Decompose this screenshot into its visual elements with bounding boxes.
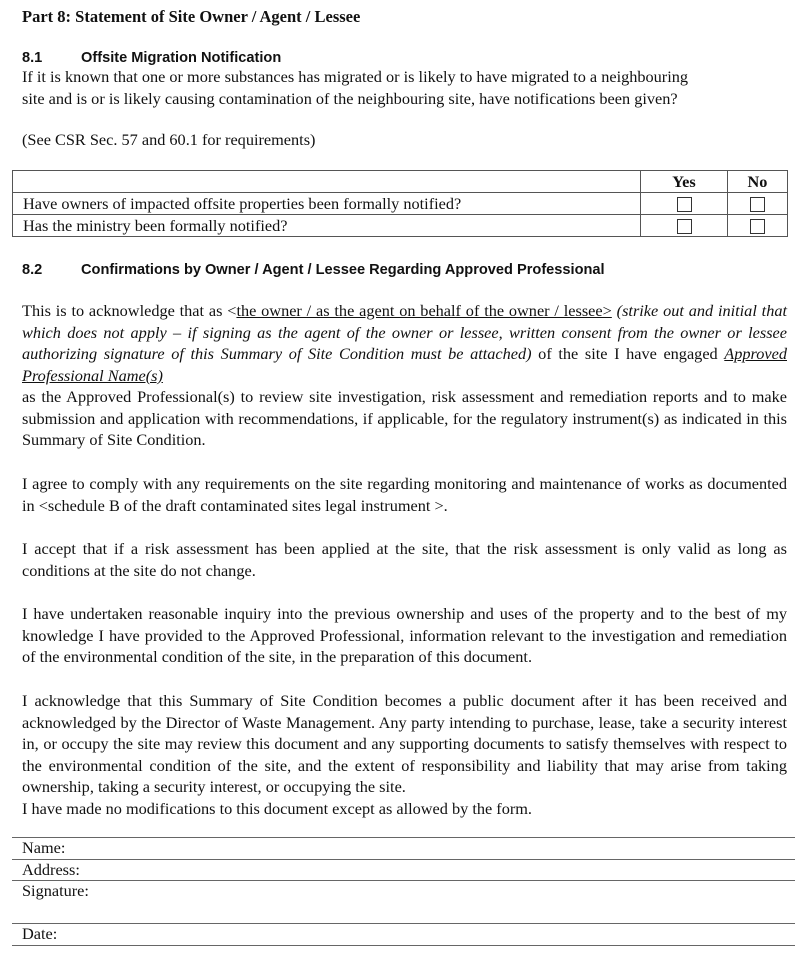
public-document-paragraph: I acknowledge that this Summary of Site Condition becomes a public document after it has been received and acknowledged by the Director of Waste Management. Any party intending to purchase, lease, take a security interest in, or occupy the site may review this document and any supporting documents to satisfy themselves with respect to the environmental condition of the site, and the extent of responsibility and liability that may arise from taking ownership, taking a security interest, or occupying the site. bbox=[22, 691, 787, 797]
signature-label: Signature: bbox=[22, 881, 89, 900]
name-label: Name: bbox=[22, 838, 66, 857]
part-title: Part 8: Statement of Site Owner / Agent / Lessee bbox=[22, 7, 361, 26]
inquiry-paragraph: I have undertaken reasonable inquiry into the previous ownership and uses of the property and to the best of my knowledge I have provided to the Approved Professional, information relevant to the investigation and remediation of the environmental condition of the site, in the preparation of this document. bbox=[22, 604, 787, 667]
question-owners-notified: Have owners of impacted offsite properties been formally notified? bbox=[13, 193, 641, 215]
no-modifications-paragraph: I have made no modifications to this document except as allowed by the form. bbox=[22, 799, 533, 818]
ministry-notified-yes-checkbox[interactable] bbox=[677, 219, 692, 234]
ack-prefix: This is to acknowledge that as < bbox=[22, 301, 237, 320]
ack-after-instruction: of the site I have engaged bbox=[531, 344, 725, 364]
risk-assessment-paragraph: I accept that if a risk assessment has been applied at the site, that the risk assessment is only valid as long as conditions at the site do not change. bbox=[22, 539, 787, 580]
ministry-notified-no-checkbox[interactable] bbox=[750, 219, 765, 234]
csr-reference: (See CSR Sec. 57 and 60.1 for requirements) bbox=[22, 130, 316, 149]
question-ministry-notified: Has the ministry been formally notified? bbox=[13, 215, 641, 237]
section-number: 8.2 bbox=[22, 262, 43, 278]
role-options: the owner / as the agent on behalf of the owner / lessee> bbox=[236, 301, 612, 320]
signature-block bbox=[12, 837, 795, 946]
name-row[interactable] bbox=[12, 837, 795, 859]
table-header-row bbox=[13, 171, 788, 193]
no-column-header: No bbox=[728, 171, 788, 193]
question-column-header bbox=[13, 171, 641, 193]
ack-continuation: as the Approved Professional(s) to review site investigation, risk assessment and remediation reports and to make submission and application with recommendations, if applicable, for the regulatory instrument(s) as indicated in this Summary of Site Condition. bbox=[22, 387, 787, 450]
intro-line: site and is or is likely causing contamination of the neighbouring site, have notifications been given? bbox=[22, 88, 678, 108]
section-title: Confirmations by Owner / Agent / Lessee Regarding Approved Professional bbox=[81, 262, 605, 278]
notification-table bbox=[12, 170, 788, 237]
signature-row[interactable] bbox=[12, 880, 795, 923]
section-title: Offsite Migration Notification bbox=[81, 50, 282, 66]
intro-line: If it is known that one or more substances has migrated or is likely to have migrated to a neighbouring bbox=[22, 67, 689, 86]
date-label: Date: bbox=[22, 923, 58, 943]
comply-paragraph: I agree to comply with any requirements on the site regarding monitoring and maintenance of works as documented in <schedule B of the draft contaminated sites legal instrument >. bbox=[22, 474, 787, 515]
acknowledgement-paragraph bbox=[22, 300, 787, 386]
yes-column-header: Yes bbox=[641, 171, 728, 193]
date-row[interactable] bbox=[12, 923, 795, 946]
address-label: Address: bbox=[22, 859, 80, 879]
strike-out-instruction: (strike out and initial that which does not apply – if signing as the agent of the owner or lessee, written consent from the owner or lessee authorizing signature of this Summary of Site Condition must be attached) bbox=[22, 301, 787, 364]
owners-notified-no-checkbox[interactable] bbox=[750, 197, 765, 212]
address-row[interactable] bbox=[12, 859, 795, 881]
table-row bbox=[13, 215, 788, 237]
owners-notified-yes-checkbox[interactable] bbox=[677, 197, 692, 212]
approved-professional-name-field[interactable]: Approved Professional Name(s) bbox=[22, 344, 787, 385]
table-row bbox=[13, 193, 788, 215]
section-8-2-heading bbox=[22, 260, 605, 282]
section-8-1-intro bbox=[22, 66, 787, 109]
section-number: 8.1 bbox=[22, 50, 43, 66]
